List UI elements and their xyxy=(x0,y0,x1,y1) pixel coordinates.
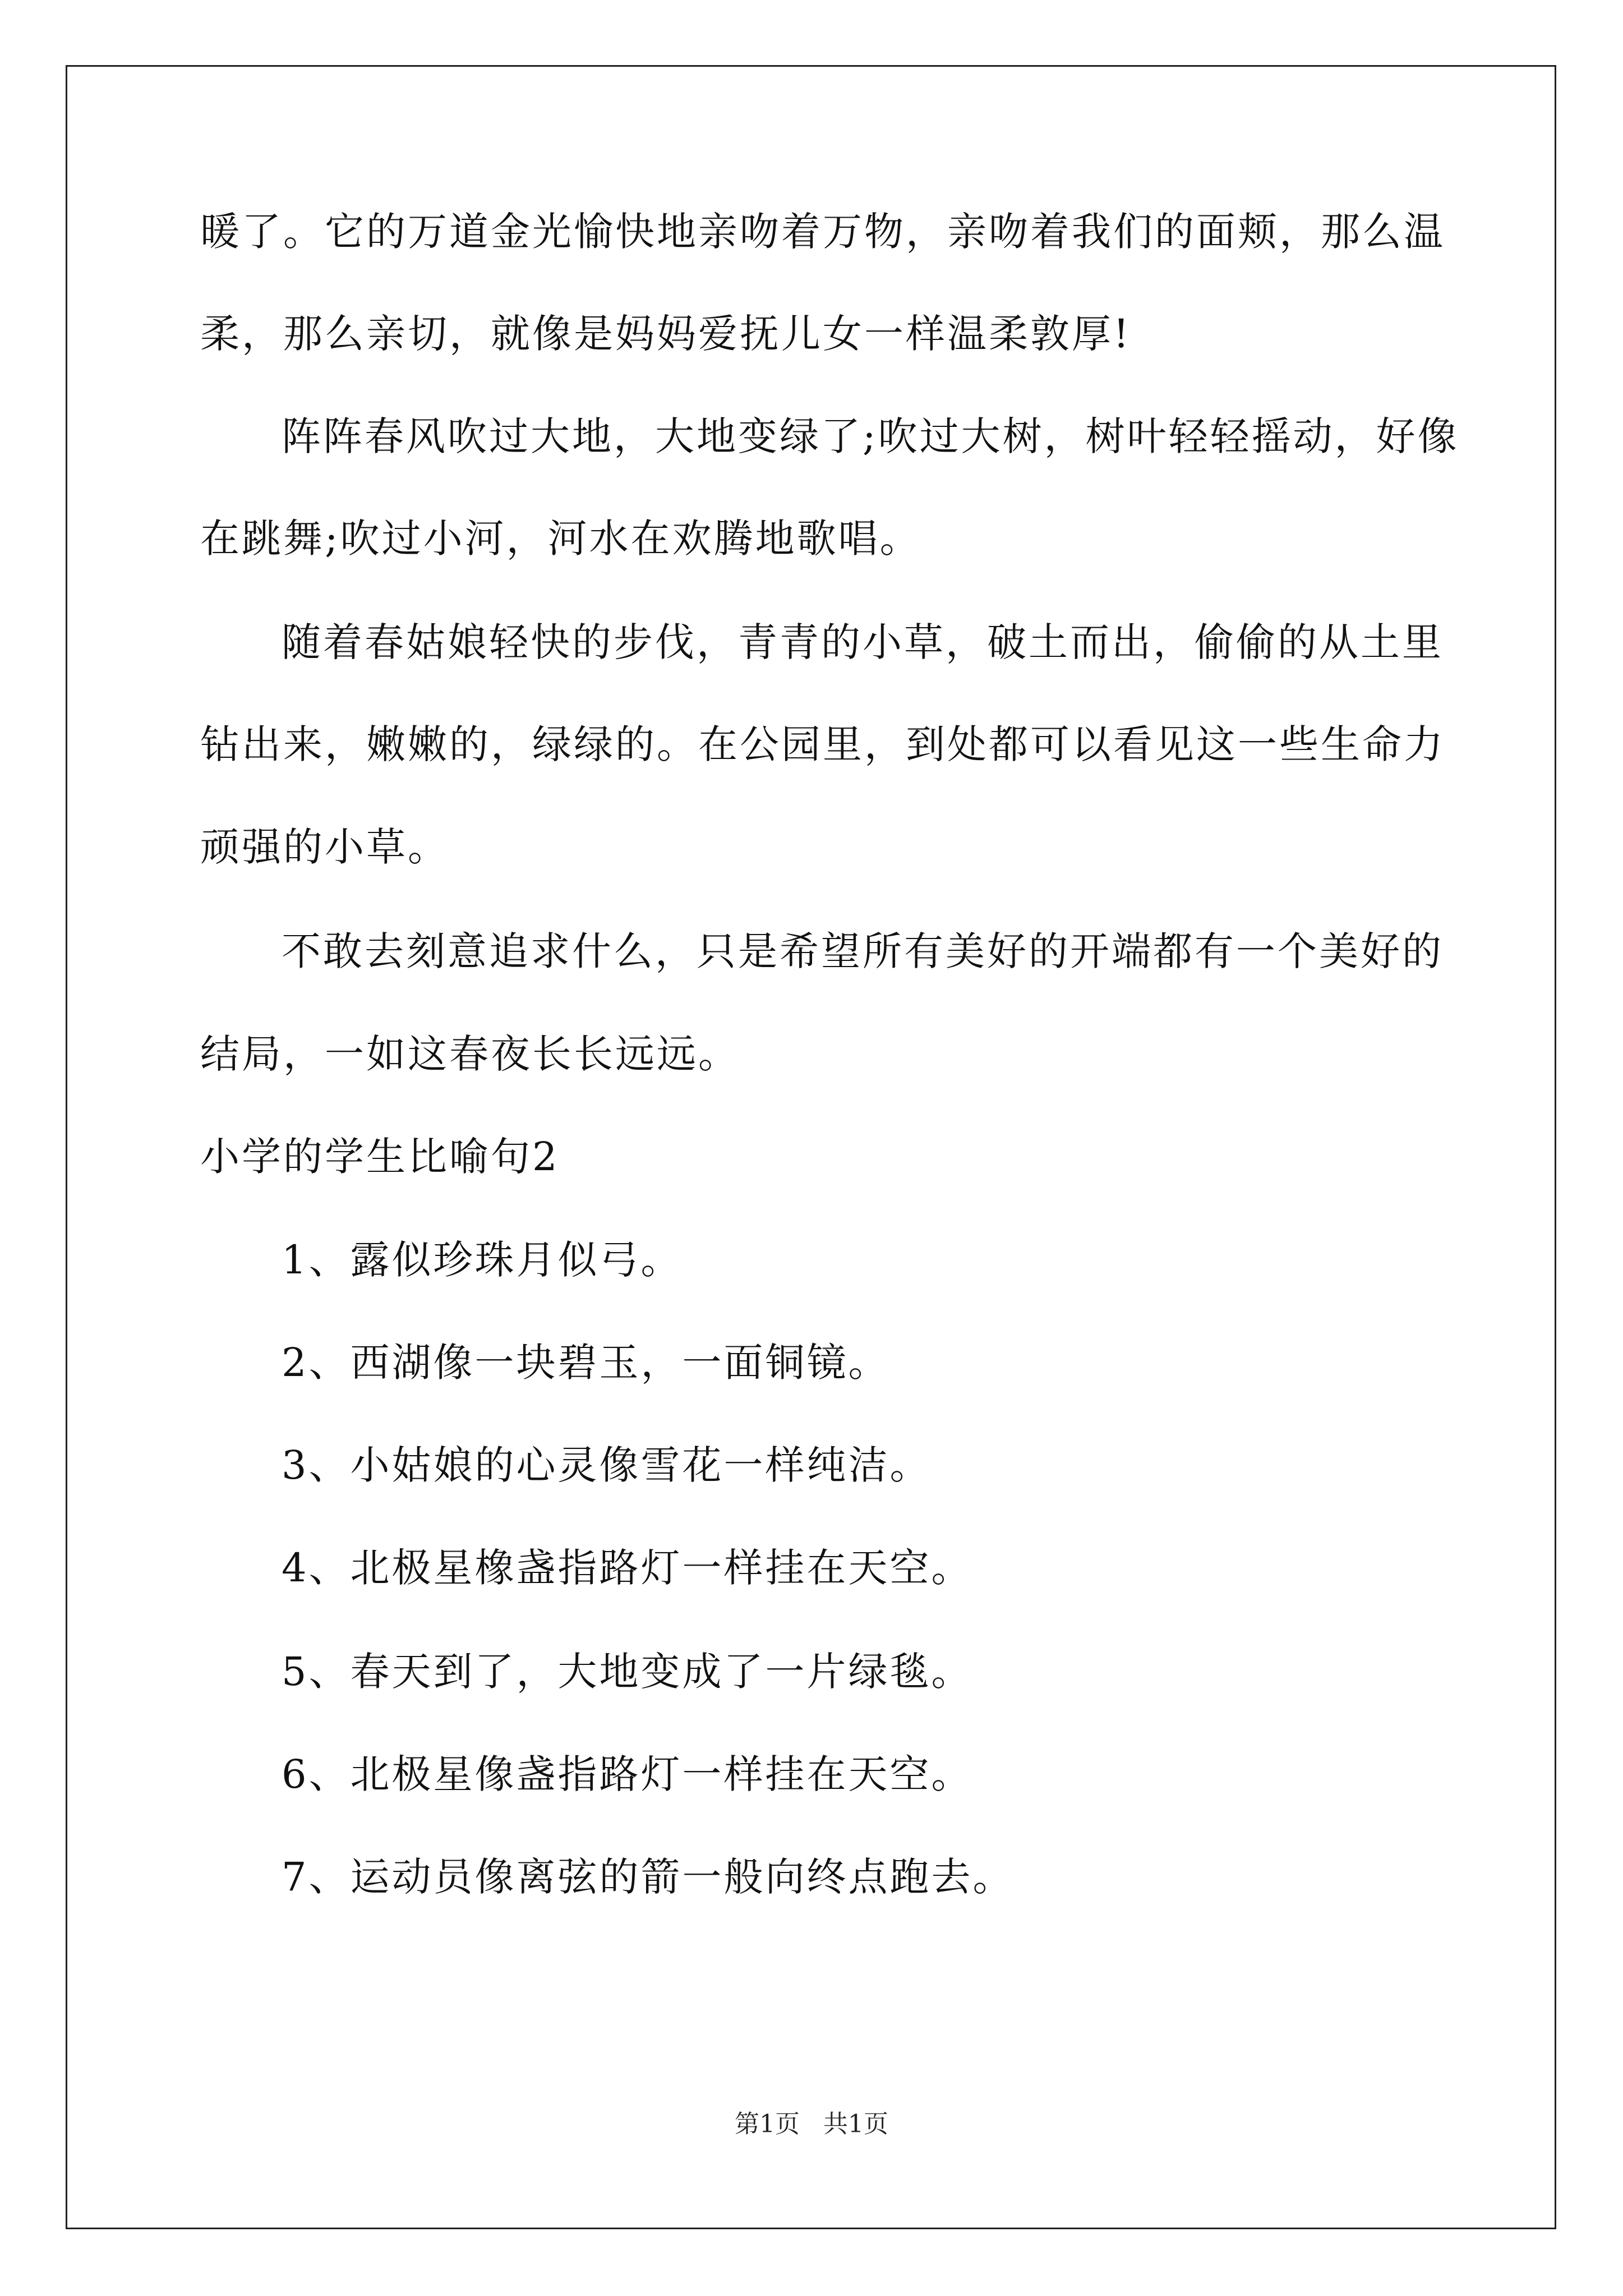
section-heading: 小学的学生比喻句2 xyxy=(200,1134,560,1180)
list-item: 2、西湖像一块碧玉，一面铜镜。 xyxy=(282,1340,890,1386)
list-item: 5、春天到了，大地变成了一片绿毯。 xyxy=(282,1649,973,1695)
paragraph-line: 不敢去刻意追求什么，只是希望所有美好的开端都有一个美好的 xyxy=(282,928,1444,974)
list-item: 1、露似珍珠月似弓。 xyxy=(282,1237,683,1283)
paragraph-line: 阵阵春风吹过大地，大地变绿了;吹过大树，树叶轻轻摇动，好像 xyxy=(282,413,1459,459)
paragraph-line: 钻出来，嫩嫩的，绿绿的。在公园里，到处都可以看见这一些生命力 xyxy=(200,721,1445,767)
paragraph-line: 在跳舞;吹过小河，河水在欢腾地歌唱。 xyxy=(200,516,921,562)
list-item: 3、小姑娘的心灵像雪花一样纯洁。 xyxy=(282,1442,932,1488)
page-number-footer: 第1页 共1页 xyxy=(735,2110,888,2138)
paragraph-line: 顽强的小草。 xyxy=(200,824,449,870)
paragraph-line: 暖了。它的万道金光愉快地亲吻着万物，亲吻着我们的面颊，那么温 xyxy=(200,209,1445,255)
list-item: 6、北极星像盏指路灯一样挂在天空。 xyxy=(282,1751,973,1797)
paragraph-line: 柔，那么亲切，就像是妈妈爱抚儿女一样温柔敦厚! xyxy=(200,311,1132,357)
paragraph-line: 结局，一如这春夜长长远远。 xyxy=(200,1031,740,1077)
list-item: 7、运动员像离弦的箭一般向终点跑去。 xyxy=(282,1854,1015,1900)
paragraph-line: 随着春姑娘轻快的步伐，青青的小草，破土而出，偷偷的从土里 xyxy=(282,619,1444,665)
list-item: 4、北极星橡盏指路灯一样挂在天空。 xyxy=(282,1545,973,1591)
